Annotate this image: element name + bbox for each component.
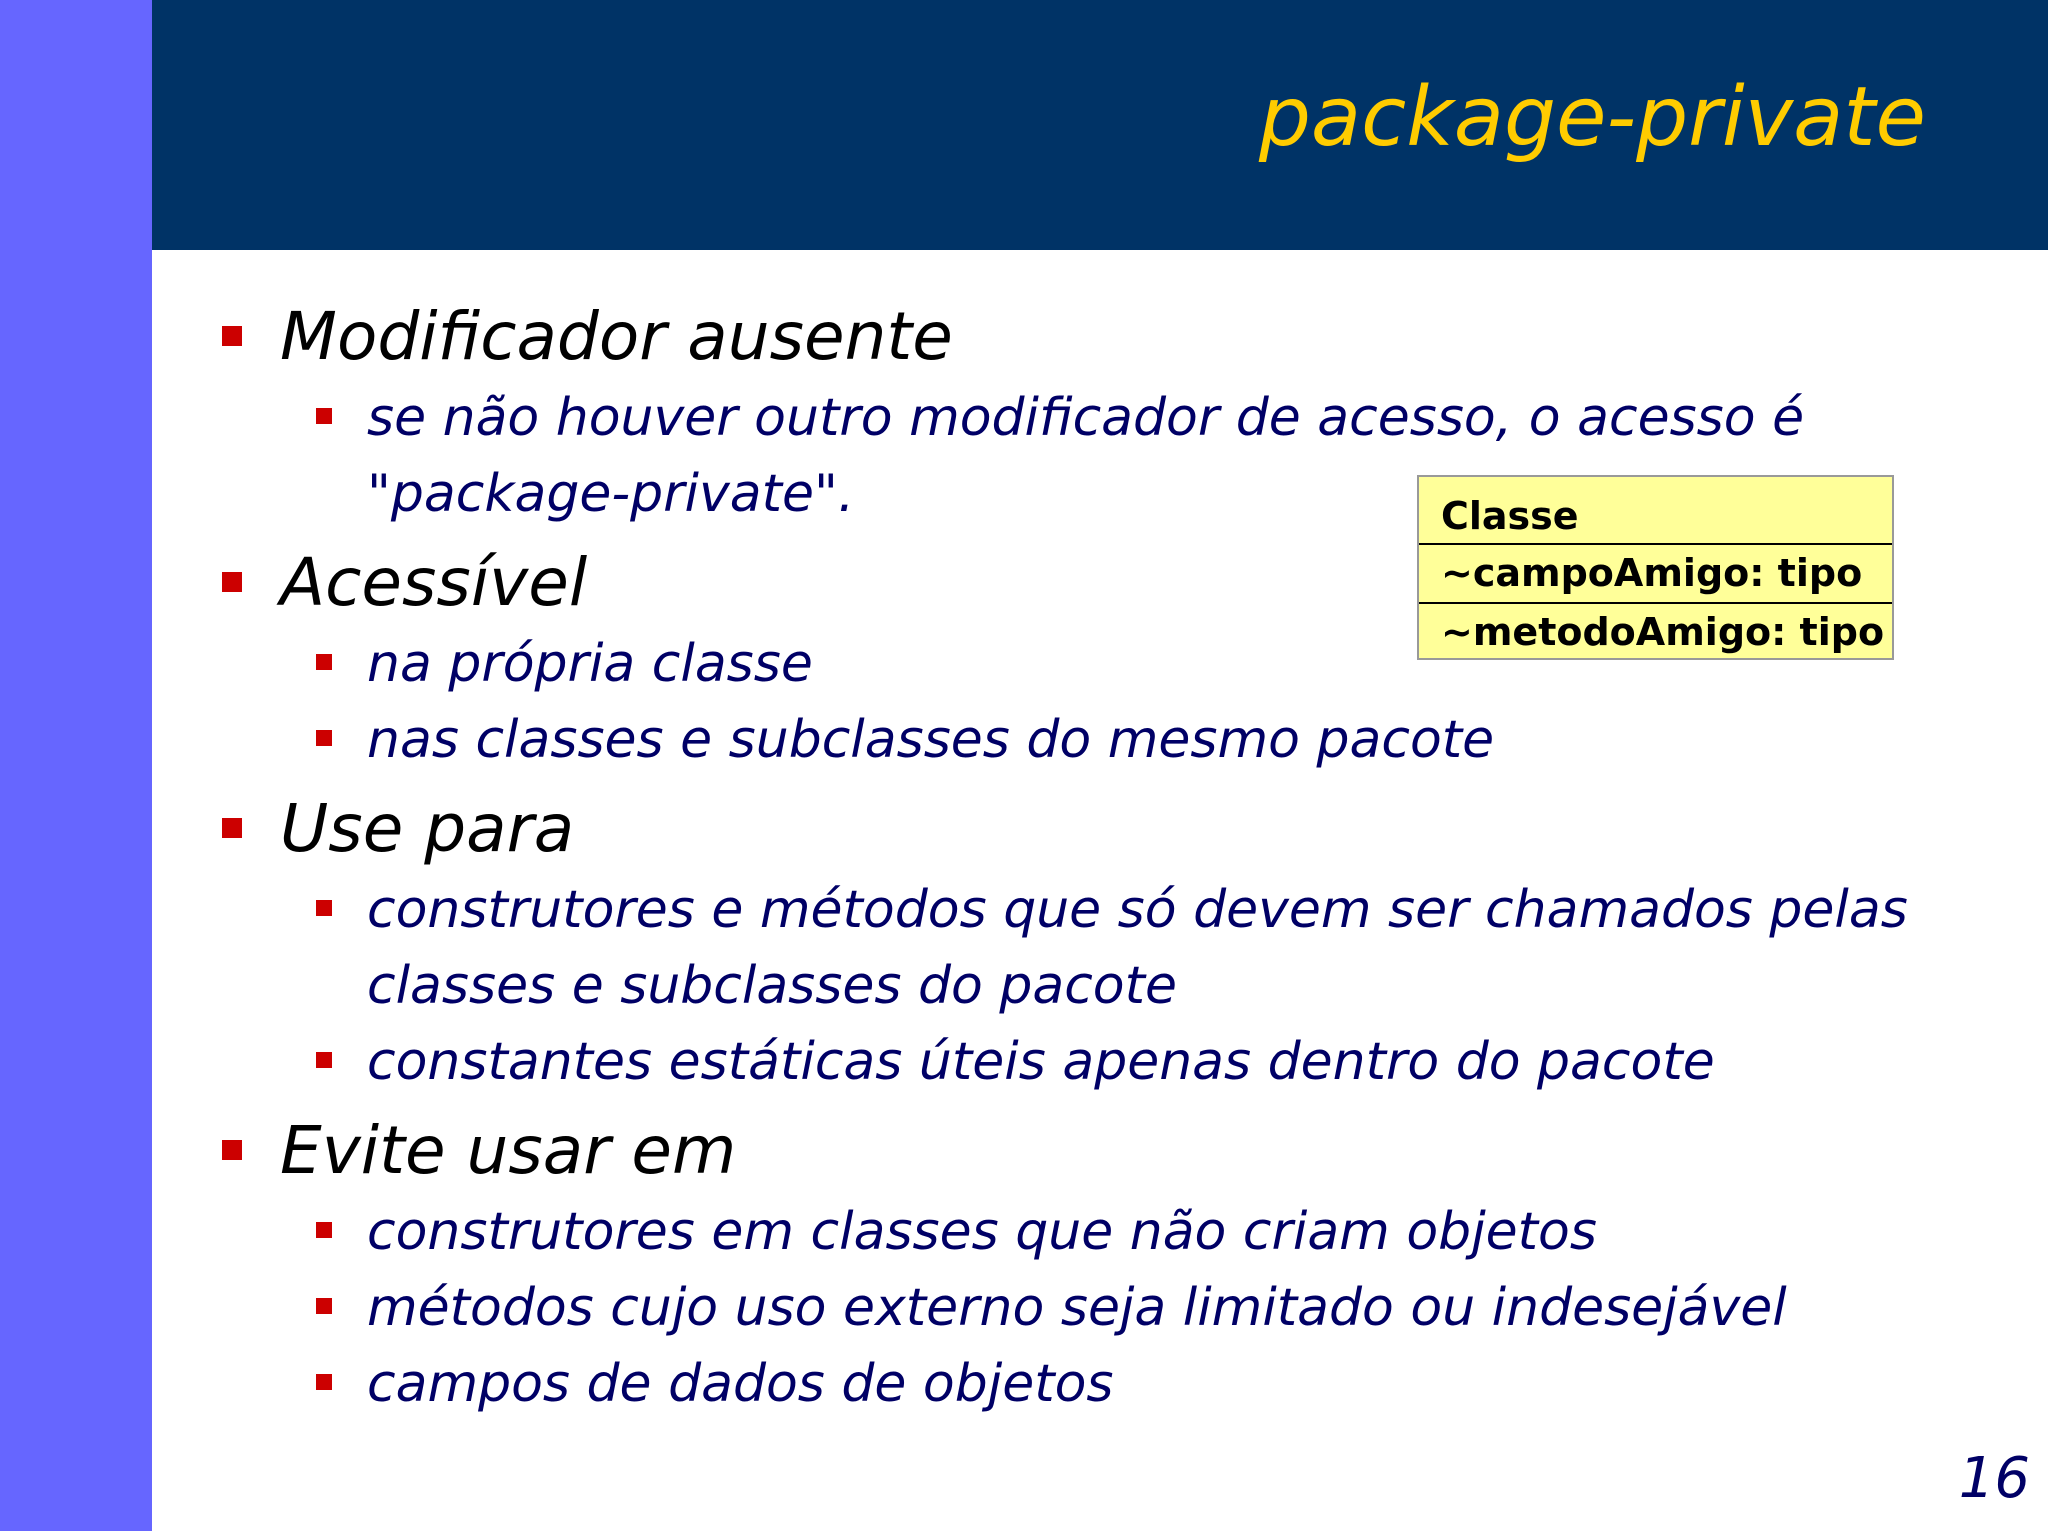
bullet-text: Evite usar em [280,1112,737,1189]
sub-bullet-item [212,380,2012,456]
bullet-item [212,294,2012,380]
bullet-list [212,286,2012,1422]
sub-bullet-item [212,1346,2012,1422]
sub-bullet-item [212,872,2012,948]
sub-bullet-continuation [212,948,2012,1024]
uml-class-name: Classe [1441,494,1579,538]
uml-field: ~campoAmigo: tipo [1441,551,1863,595]
sub-bullet-text: constantes estáticas úteis apenas dentro do pacote [367,1032,1715,1092]
bullet-square-icon [316,1374,332,1390]
bullet-text: Acessível [280,544,588,621]
sub-bullet-item [212,1270,2012,1346]
bullet-square-icon [222,1140,242,1160]
sub-bullet-text: campos de dados de objetos [367,1354,1114,1414]
bullet-square-icon [222,326,242,346]
sub-bullet-text: construtores em classes que não criam objetos [367,1202,1597,1262]
sidebar-accent [0,0,152,1531]
bullet-square-icon [222,818,242,838]
bullet-item [212,786,2012,872]
bullet-item [212,1108,2012,1194]
sub-bullet-item [212,1024,2012,1100]
sub-bullet-text: classes e subclasses do pacote [367,956,1177,1016]
bullet-square-icon [316,1052,332,1068]
sub-bullet-text: "package-private". [367,464,855,524]
bullet-square-icon [316,1222,332,1238]
bullet-square-icon [316,408,332,424]
uml-method: ~metodoAmigo: tipo [1441,610,1885,654]
sub-bullet-text: métodos cujo uso externo seja limitado ou indesejável [367,1278,1787,1338]
bullet-square-icon [316,900,332,916]
bullet-square-icon [316,730,332,746]
bullet-text: Use para [280,790,575,867]
sub-bullet-text: nas classes e subclasses do mesmo pacote [367,710,1495,770]
sub-bullet-item [212,702,2012,778]
bullet-square-icon [316,654,332,670]
title-bar [152,0,2048,250]
uml-class-box [1417,475,1894,660]
bullet-text: Modificador ausente [280,298,953,375]
sub-bullet-text: se não houver outro modificador de acesso, o acesso é [367,388,1805,448]
sub-bullet-text: construtores e métodos que só devem ser chamados pelas [367,880,1908,940]
bullet-square-icon [222,572,242,592]
slide-title: package-private [1258,70,1926,165]
sub-bullet-text: na própria classe [367,634,813,694]
sub-bullet-item [212,1194,2012,1270]
bullet-square-icon [316,1298,332,1314]
page-number: 16 [1958,1446,2030,1511]
